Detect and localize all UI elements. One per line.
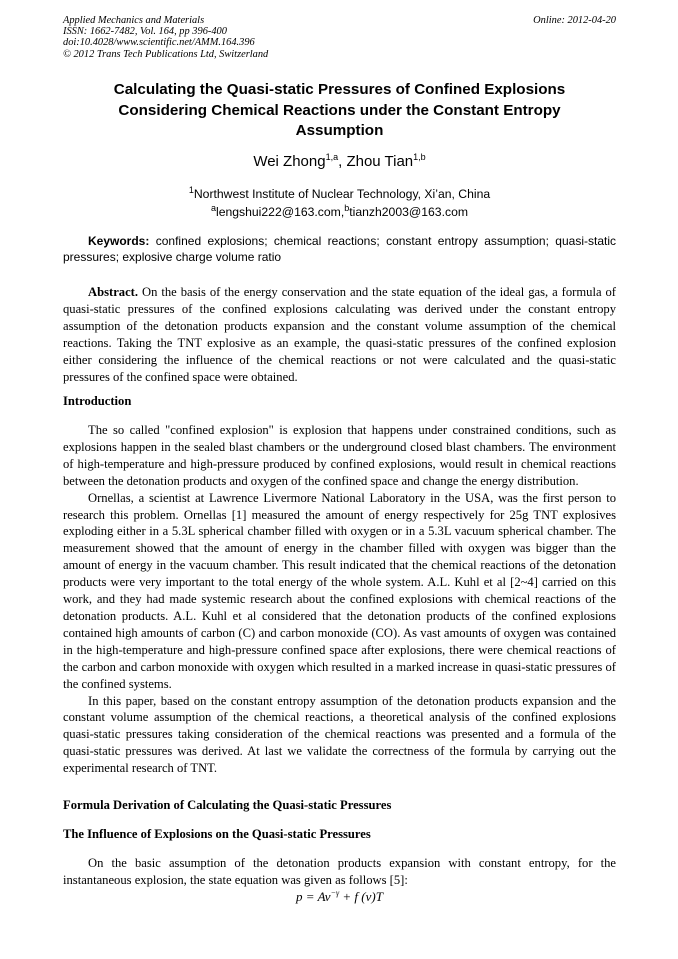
author-1-affil: 1,a bbox=[325, 152, 339, 162]
abstract-text: On the basis of the energy conservation and the state equation of the ideal gas, a formula of quasi-static pressures of the confined explosions calculating was derived under the constant entropy assumption of the detonation products expansion and the constant volume assumption of the chemical reactions. Taking the TNT explosive as an example, the quasi-static pressures of the confined explosion either considering the influence of the chemical reactions or not were calculated and the quasi-static pressures of the confined space were obtained. bbox=[63, 285, 616, 384]
author-2-affil: 1,b bbox=[413, 152, 426, 162]
title-line-1: Calculating the Quasi-static Pressures of Confined Explosions bbox=[113, 81, 566, 98]
affiliation bbox=[63, 186, 616, 202]
equation-lhs: p = Av bbox=[296, 889, 331, 904]
intro-paragraph-3: In this paper, based on the constant entropy assumption of the detonation products expansion and the constant volume assumption of the chemical reactions, a theoretical analysis of the confined explosions quasi-static pressures taking consideration of the chemical reactions was presented and a formula of the quasi-static pressures was derived. At last we validate the correctness of the formula by carrying out the experimental research of TNT. bbox=[63, 693, 616, 776]
doi-line[interactable]: doi:10.4028/www.scientific.net/AMM.164.396 bbox=[63, 37, 255, 49]
equation-rhs: + f (v)T bbox=[339, 889, 383, 904]
introduction-heading-block bbox=[63, 393, 616, 410]
equation-exponent: −γ bbox=[330, 888, 340, 898]
email-b[interactable]: tianzh2003@163.com bbox=[349, 205, 469, 219]
influence-paragraph-1: On the basic assumption of the detonation products expansion with constant entropy, for the instantaneous explosion, the state equation was given as follows [5]: bbox=[63, 856, 616, 887]
influence-body bbox=[63, 855, 616, 889]
keywords-text: confined explosions; chemical reactions; constant entropy assumption; quasi-static pressures; explosive charge volume ratio bbox=[63, 234, 616, 264]
email-a[interactable]: lengshui222@163.com, bbox=[215, 205, 345, 219]
abstract-label: Abstract. bbox=[88, 285, 139, 299]
author-2: Zhou Tian bbox=[346, 153, 414, 170]
keywords-label: Keywords: bbox=[88, 234, 150, 248]
abstract bbox=[63, 284, 616, 385]
title-line-2: Considering Chemical Reactions under the Constant Entropy bbox=[118, 101, 561, 119]
issn-line: ISSN: 1662-7482, Vol. 164, pp 396-400 bbox=[63, 26, 227, 38]
email-b-marker: b bbox=[344, 202, 350, 213]
journal-header bbox=[63, 15, 616, 60]
email-a-marker: a bbox=[210, 202, 216, 213]
influence-heading: The Influence of Explosions on the Quasi-static Pressures bbox=[63, 827, 371, 841]
formula-derivation-heading: Formula Derivation of Calculating the Quasi-static Pressures bbox=[63, 798, 392, 812]
copyright-line: © 2012 Trans Tech Publications Ltd, Switzerland bbox=[63, 48, 269, 60]
online-date: Online: 2012-04-20 bbox=[533, 15, 616, 26]
intro-paragraph-1: The so called "confined explosion" is explosion that happens under constrained conditions, such as explosions happen in the sealed blast chambers or the underground closed blast chambers. The environment of high-temperature and high-pressure produced by confined explosions, would result in chemical reactions between the detonation products and oxygen of the confined space and change the energy distribution. bbox=[63, 423, 616, 488]
keywords bbox=[63, 233, 616, 265]
journal-name: Applied Mechanics and Materials bbox=[63, 15, 205, 26]
influence-heading-block bbox=[63, 826, 616, 843]
affiliation-text: Northwest Institute of Nuclear Technology, Xi’an, China bbox=[193, 187, 491, 201]
title-line-3: Assumption bbox=[295, 122, 384, 139]
state-equation bbox=[63, 889, 616, 905]
author-1: Wei Zhong bbox=[253, 153, 326, 170]
introduction-body bbox=[63, 422, 616, 777]
affiliation-marker: 1 bbox=[188, 184, 194, 195]
author-line bbox=[63, 153, 616, 171]
paper-title bbox=[63, 80, 616, 142]
introduction-heading: Introduction bbox=[63, 394, 132, 408]
intro-paragraph-2: Ornellas, a scientist at Lawrence Livermore National Laboratory in the USA, was the first person to research this problem. Ornellas [1] measured the amount of energy respectively for 25g TNT explosives exploding either in a 5.3L spherical chamber filled with oxygen or in a 5.3L vacuum spherical chamber. The measurement showed that the amount of energy in the chamber filled with oxygen was bigger than the amount of energy in the vacuum chamber. This result indicated that the chemical reactions of the detonation products were very important to the total energy of the whole system. A.L. Kuhl et al [2~4] carried on this work, and they had made systemic research about the confined explosions with chemical reactions of the detonation products. A.L. Kuhl et al considered that the detonation products of the confined explosions contained high amounts of carbon (C) and carbon monoxide (CO). As vast amounts of oxygen was contained in the high-temperature and high-pressure confined space after explosions, there were chemical reactions of the carbon and carbon monoxide with oxygen which resulted in a marked increase in quasi-static pressures of the confined systems. bbox=[63, 490, 616, 691]
formula-derivation-heading-block bbox=[63, 797, 616, 814]
author-emails bbox=[63, 204, 616, 220]
abstract-paragraph bbox=[63, 284, 616, 385]
author-separator: , bbox=[338, 153, 347, 170]
